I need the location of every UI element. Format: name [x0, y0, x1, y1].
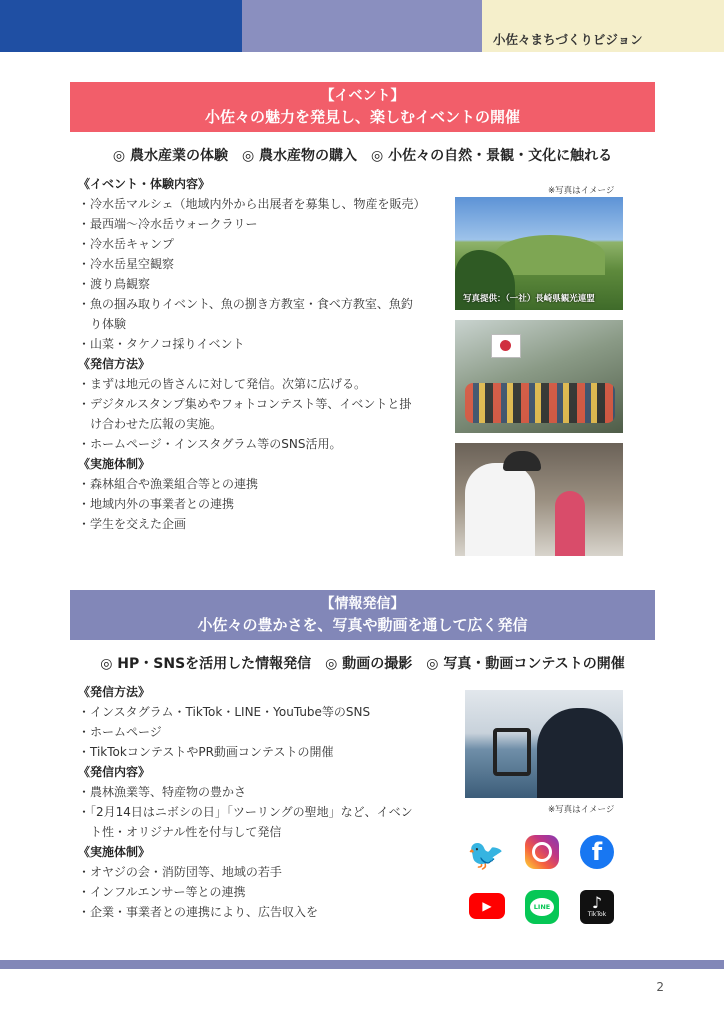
list-item: ・オヤジの会・消防団等、地域の若手: [78, 865, 282, 879]
list-item: ・冷水岳星空観察: [78, 257, 175, 271]
event-heading: 小佐々の魅力を発見し、楽しむイベントの開催: [204, 108, 520, 126]
event-section-title: 《実施体制》: [78, 457, 151, 471]
list-item: ・冷水岳キャンプ: [78, 237, 175, 251]
videographer-photo: [465, 690, 623, 798]
event-heading-banner: [70, 82, 655, 132]
event-section-title: 《イベント・体験内容》: [78, 177, 211, 191]
photo-note: ※写真はイメージ: [548, 186, 615, 196]
gimbal-shape: [493, 728, 531, 776]
instructor-shape: [465, 463, 535, 556]
list-item: ・ホームページ・インスタグラム等のSNS活用。: [78, 437, 342, 451]
info-tagline: ◎ HP・SNSを活用した情報発信 ◎ 動画の撮影 ◎ 写真・動画コンテストの開催: [100, 656, 625, 672]
list-item: ・地域内外の事業者との連携: [78, 497, 235, 511]
tiktok-icon: ♪ TikTok: [580, 890, 614, 924]
list-item: ・インフルエンサー等との連携: [78, 885, 246, 899]
event-heading-tag: 【イベント】: [320, 88, 405, 104]
walk-rally-photo: [455, 320, 623, 433]
line-label: LINE: [530, 898, 554, 916]
list-item: ・「2月14日はニボシの日」「ツーリングの聖地」など、イベント性・オリジナル性を付与して発信: [78, 805, 413, 839]
twitter-icon: 🐦: [467, 837, 505, 873]
list-item: ・渡り鳥観察: [78, 277, 151, 291]
photo-credit: 写真提供：（一社）長崎県観光連盟: [463, 294, 595, 304]
list-item: ・まずは地元の皆さんに対して発信。次第に広げる。: [78, 377, 367, 391]
photo-note: ※写真はイメージ: [548, 805, 615, 815]
event-section-title: 《発信方法》: [78, 357, 151, 371]
info-text-column: [78, 682, 423, 922]
page-number: 2: [656, 980, 664, 994]
document-title: 小佐々まちづくりビジョン: [493, 32, 643, 47]
header-band-blue: [0, 0, 242, 52]
info-section-title: 《実施体制》: [78, 845, 151, 859]
list-item: ・魚の掴み取りイベント、魚の捌き方教室・食べ方教室、魚釣り体験: [78, 297, 413, 331]
participants-shape: [465, 383, 615, 423]
facebook-icon: f: [580, 835, 614, 869]
list-item: ・冷水岳マルシェ（地域内外から出展者を募集し、物産を販売）: [78, 197, 426, 211]
list-item: ・ホームページ: [78, 725, 162, 739]
videographer-shape: [537, 708, 623, 798]
info-section-title: 《発信方法》: [78, 685, 151, 699]
list-item: ・学生を交えた企画: [78, 517, 187, 531]
youtube-icon: ▶: [469, 893, 505, 919]
list-item: ・森林組合や漁業組合等との連携: [78, 477, 259, 491]
info-heading-tag: 【情報発信】: [320, 596, 405, 612]
list-item: ・最西端～冷水岳ウォークラリー: [78, 217, 258, 231]
info-heading: 小佐々の豊かさを、写真や動画を通して広く発信: [197, 616, 528, 634]
instagram-icon: [525, 835, 559, 869]
list-item: ・農林漁業等、特産物の豊かさ: [78, 785, 247, 799]
info-heading-banner: [70, 590, 655, 640]
list-item: ・インスタグラム・TikTok・LINE・YouTube等のSNS: [78, 705, 371, 719]
flag-shape: [491, 334, 521, 358]
fish-workshop-photo: [455, 443, 623, 556]
event-text-column: [78, 174, 426, 534]
list-item: ・企業・事業者との連携により、広告収入を: [78, 905, 319, 919]
event-tagline: ◎ 農水産業の体験 ◎ 農水産物の購入 ◎ 小佐々の自然・景観・文化に触れる: [112, 148, 613, 164]
child-shape: [555, 491, 585, 556]
info-section-title: 《発信内容》: [78, 765, 151, 779]
hill-shape: [495, 235, 605, 275]
list-item: ・TikTokコンテストやPR動画コンテストの開催: [78, 745, 334, 759]
line-icon: [525, 890, 559, 924]
footer-band: [0, 960, 724, 969]
list-item: ・山菜・タケノコ採りイベント: [78, 337, 245, 351]
cap-shape: [503, 451, 541, 471]
header-band-purple: [242, 0, 482, 52]
list-item: ・デジタルスタンプ集めやフォトコンテスト等、イベントと掛け合わせた広報の実施。: [78, 397, 412, 431]
landscape-photo: [455, 197, 623, 310]
tiktok-label: TikTok: [587, 911, 607, 918]
instagram-ring: [532, 842, 552, 862]
